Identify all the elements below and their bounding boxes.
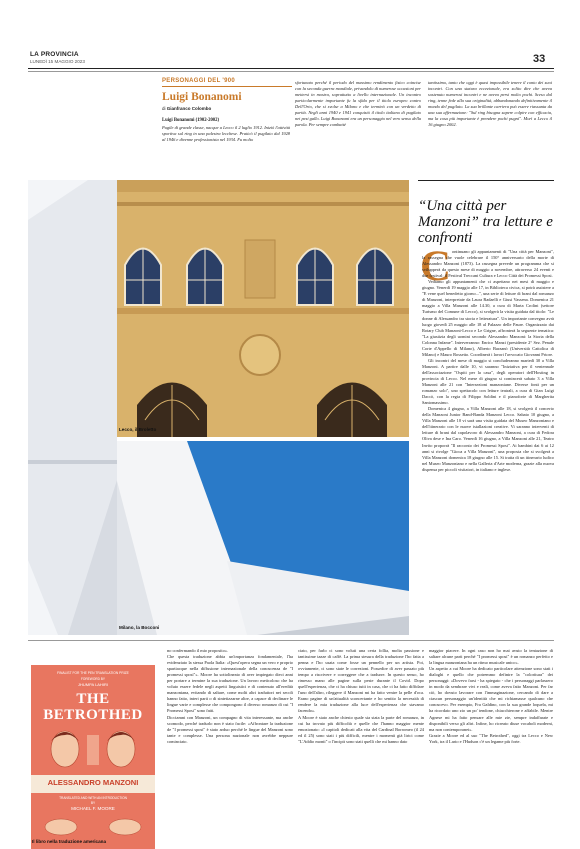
- book-author: ALESSANDRO MANZONI: [47, 778, 139, 787]
- profile-title: Luigi Bonanomi: [162, 91, 242, 103]
- byline-prefix: di: [162, 106, 166, 111]
- bottom-rule: [28, 640, 554, 641]
- broletto-facade-illustration: [117, 180, 409, 437]
- section-kicker: PERSONAGGI DEL '900: [162, 78, 236, 84]
- book-cover: [31, 665, 155, 849]
- bottom-column-3: [429, 648, 553, 745]
- profile-text-2: sfortunato perché il periodo del massimo rendimento fisico coincise con la seconda guerra mondiale, privandolo di numerose occasioni per mettersi in mostra, soprattutto a livello internazionale. Un incontro particolarmente importante fu la sfida per il titolo europeo contro Dell'Orto, che si svolse a Milano e che terminò con un verdetto di parità. Negli anni 1940 e 1941 conquistò il titolo italiano di pugilato nei pesi gallo. Luigi Bonanomi era un personaggio nel vero senso della parola. Per sempre combattè: [295, 80, 421, 128]
- headline-rule: [418, 180, 554, 181]
- profile-column-2: [295, 80, 421, 128]
- book-foreword-author: JHUMPA LAHIRI: [78, 682, 108, 687]
- book-translator: MICHAEL F. MOORE: [71, 806, 115, 811]
- byline-author: Gianfranco Colombo: [166, 106, 212, 111]
- article-lead-block: [420, 243, 554, 473]
- header-subrule: [28, 71, 554, 72]
- issue-date: LUNEDÌ 15 MAGGIO 2023: [30, 59, 85, 64]
- book-translated-label: TRANSLATED AND WITH AN INTRODUCTION: [59, 796, 127, 800]
- bottom-column-1: [167, 648, 293, 745]
- profile-column-1: [162, 118, 290, 143]
- newspaper-name: LA PROVINCIA: [30, 51, 79, 58]
- article-paragraph-2: Vediamo gli appuntamenti che ci aspettano nei mesi di maggio e giugno. Venerdì 19 maggio alle 17, in Biblioteca civica, si potrà assistere a "E vene quel benedetto giorno...", una serie di letture di brani dal romanzo di Manzoni, interpretate da Laura Radaelli e Giusi Vassena. Domenica 21 maggio a Villa Manzoni alle 14.30, a cura di Marta Crolini (settore Turismo del Comune di Lecco), si svolgerà la visita guidata dal titolo: "Le donne di Alessandro tra storia e letteratura". Un importante convegno avrà luogo giovedì 25 maggio alle 18 al Palazzo delle Paure. Organizzato dai Rotary Club Manzoni-Lecco e Le Grigne, affronterà la seguente tematica: "La giustizia degli uomini secondo Alessandro Manzoni: la Storia della Colonna Infame". Interverranno: Enrico Manzi (presidente 2° Sez. Penale Corte d'Appello di Milano), Alberto Barzanò (Università Cattolica di Milano) e Mauro Rossetto. Coordinerà i lavori l'avvocato Giovanni Priore.: [422, 279, 554, 357]
- article-lead: ontinuano gli appuntamenti di "Una città per Manzoni", la rassegna che vuole celebrare il 150° anniversario della morte di Alessandro Manzoni (1873). La rassegna prevede un programma che si svilupperà da questo mese di maggio a novembre, attraverso 24 eventi e due festival: il Festival Treccani Cultura e Lecco Città dei Promessi Sposi.: [422, 249, 554, 279]
- profile-column-3: [428, 80, 552, 128]
- book-by-label: BY: [90, 801, 96, 805]
- drop-cap: C: [420, 243, 452, 290]
- book-title: THE BETROTHED: [43, 691, 143, 723]
- article-paragraph-3: Gli incontri del mese di maggio si concluderanno martedì 30 a Villa Manzoni. A partire dalle 10, vi saranno "Iniziativa per il ventennale dell'associazione "Ospiti per la casa", degli operatori dell'Hosting in provincia di Lecco. Nel mese di giugno si comincerà sabato 3 a Villa Manzoni alle 21 con "Intersezioni manzoniane. Diverse fonti per un romanzo solo", uno spettacolo con letture teatrali, a cura di Gian Luigi Daccò, con la regia di Filippo Soldini e il pianoforte di Margherita Santomassimo.: [422, 357, 554, 406]
- bottom-text-3: maggior piacere. In ogni caso non ho mai avuto la tentazione di saltare alcune parti perché "I promessi sposi" è un romanzo perfetto e la lingua manzoniana ha un ritmo musicale unico». Un aspetto a cui Moore ha dedicato particolare attenzione sono stati i dialoghi e quello che potremmo definire la "coloritura" dei personaggi: «Dovevo farsi - ha spiegato - che i personaggi parlassero in modo da sembrare vivi e reali, come aveva fatto Manzoni. Per far ciò, ho dovuto lavorare con l'immaginazione, cercando di dare a ciascun personaggio un'identità che mi richiamasse qualcuno che conoscevo. Per esempio, Fra Galdino, con la sua grande loquela, mi ha ricordato uno zio un po' tendone, chiacchierone e affabile. Mentre Agnese mi ha fatto pensare alle mie zie, sempre indaffarate e disponibili verso gli altri. Infine, ho ricreato diuse vocaboli moderni, ma non contemporanei». Grazie a Moore ed al suo "The Betrothed", oggi tra Lecco e New York, tra il Lario e l'Hudson c'è un legame più forte.: [429, 648, 553, 744]
- book-cover-faces-illustration: [37, 727, 149, 769]
- building-facade-illustration: [28, 180, 117, 635]
- bocconi-building-illustration: [117, 441, 409, 635]
- book-cover-hands-illustration: [37, 815, 149, 837]
- book-prize-line: FINALIST FOR THE PEN TRANSLATION PRIZE: [57, 671, 129, 675]
- article-paragraph-4: Domenica 4 giugno, a Villa Manzoni alle 18, si svolgerà il concerto della Manzoni Junior Band-Banda Manzoni Lecco. Sabato 10 giugno, a Villa Manzoni alle 10 vi sarà una visita guidata del Museo Manzoniano e dell'itinerario con le nuove istallazioni creative. Vi saranno interventi di letture di brani dal capolavoro di Alessandro Manzoni, a cura di Fedora Oliva dese e Ina Caro. Venerdì 16 giugno, a Villa Manzoni alle 21, Teatro Invito proporrà "Il racconto dei Promessi Sposi". Ai bambini dai 6 ai 12 anni si rivolge "Gioca a Villa Manzoni", una proposta che si svolgerà a Villa Manzoni domenica 18 giugno alle 15. Si tratta di un itinerario ludico nel Museo Manzoniano e nella Galleria d'Arte moderna, grazie alla nuova dispensa per piccoli visitatori, in italiano e inglese.: [422, 406, 554, 472]
- profile-lead-name: Luigi Bonanomi (1902-2002): [162, 118, 220, 123]
- book-caption: Il libro nella traduzione americana: [32, 839, 107, 844]
- header-rule: [28, 68, 554, 69]
- book-foreword-label: FOREWORD BY: [80, 677, 106, 681]
- page-number: 33: [533, 53, 546, 65]
- profile-text-3: tantissimo, tanto che oggi è quasi impossibile tenere il conto dei suoi incontri. Con una statura eccezionale, era solito dire che aveva sostenuto numerosi incontri e ne aveva persi molto pochi. Sceso dal ring, tenne fede alla sua originalità, abbandonando definitivamente il mondo del pugilato. La sua brillante carriera può essere riassunta da una sua affermazione: "Sul ring bisogna sapere colpire con efficacia, ma la cosa più importante è prendere pochi pugni". Morì a Lecco il 16 giugno 2002.: [428, 80, 552, 128]
- left-building-image: [28, 180, 117, 635]
- broletto-photo: [117, 180, 409, 437]
- bocconi-caption: Milano, la Bocconi: [119, 625, 160, 630]
- bottom-column-2: [298, 648, 424, 745]
- article-headline: “Una città per Manzoni” tra letture e confronti: [418, 198, 553, 246]
- broletto-caption: Lecco, il Broletto: [119, 427, 157, 432]
- kicker-rule: [162, 86, 292, 87]
- bottom-text-1: no confermando il mio proposito». Che questa traduzione abbia un'importanza fondamentale, l'ha evidenziato la stessa Paola Italia: «Quest'opera segna un vero e proprio spartiacque nella diffusione internazionale della conoscenza de "I promessi sposi"». Moore ha sottolineato di aver impiegato dieci anni per portare a termine la sua traduzione. Un lavoro meticoloso che ha voluto essere fedele negli aspetti linguistici e di contenuto all'eredità manzoniana, evitando di saltare, come molti altri traduttori nei secoli hanno fatto, interi parti o di sintetizzarne altre, a capace di declinare le lingue varie e complesse che compongono il diverso romanzo di cui "I Promessi Sposi" sono fatti. Dicciamni con Manzoni, un compagno di vita interessante, ma anche scomodo, perché tradurlo non è stato facile: «Affrontare la traduzione de "I promessi sposi" è stato arduo perché le lingue del Manzoni sono tante e complesse. Una persona nazionale non avrebbe neppure cominciato.: [167, 648, 293, 744]
- bottom-text-2: ciato, per farlo ci sono voluti una certa follia, molta passione e tantissime tazze di caffè. La prima stesura della traduzione l'ho fatta a penna e l'ho usata come fosse un pennello per un artista. Poi, ovviamente, ci sono state le correzioni. Possedire di aver passato più tempo a riscrivere e correggere che a tradurre. In questo senso, ho rimesso mano alle pagine sulla peste durante il Covid. Dopo quell'esperienza, che ci ha chiuso tutti in casa, che ci ha fatto diffidare l'uno dell'altro, rileggere il Manzoni mi ha fatto venire la pelle d'oca. Erano pagine di un'attualità sconcertante e ho sentito la necessità di rendere la mia traduzione alla luce dell'esperienza che stavamo facendo». A Moore è stato anche chiesto quale sia stata la parte del romanzo, in cui ha trovato più difficoltà e quelle che l'hanno maggior mente emozionato: «I capitoli dedicati alla vita del Cardinal Borromeo (il 24 ed il 25) sono stati i più difficili, mentre i momenti già lirici come "L'Addio monti" o l'incipit sono stati quelli che mi hanno dato: [298, 648, 424, 744]
- bocconi-photo: [117, 441, 409, 635]
- byline: [162, 106, 211, 111]
- profile-text-1: Pugile di grande classe, nacque a Lecco il 2 luglio 1912. Iniziò l'attività sportiva sul ring in una palestra lecchese. Praticò il pugilato dal 1928 al 1946 e divenne professionista nel 1934. Fu molto: [162, 125, 290, 143]
